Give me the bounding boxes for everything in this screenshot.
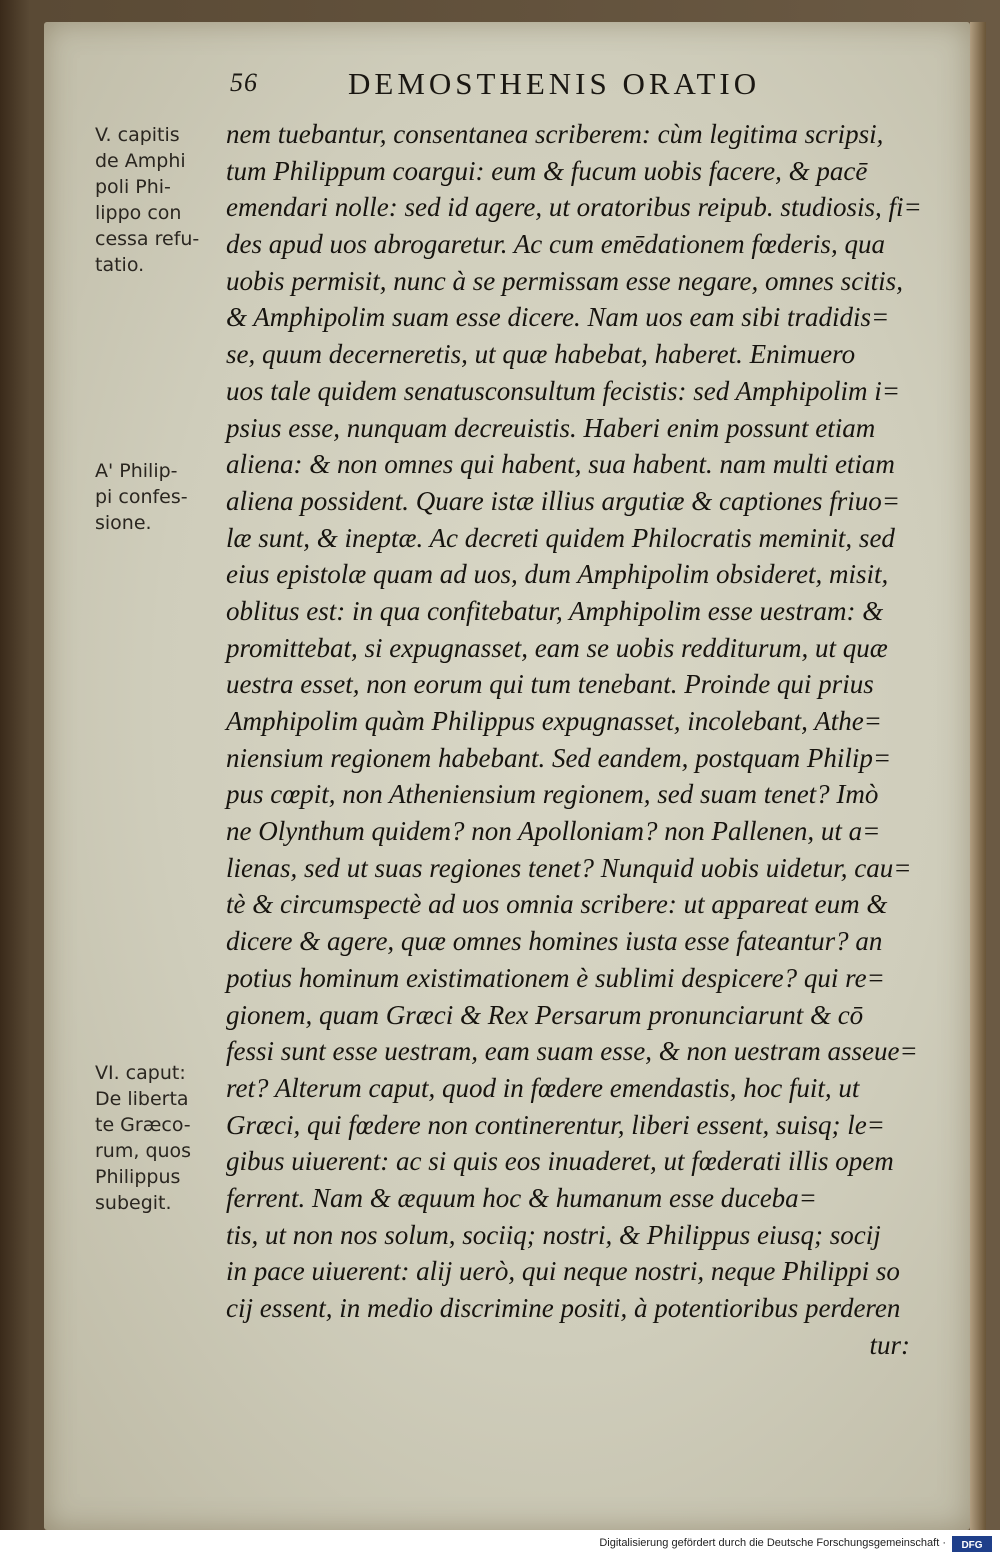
main-text (226, 116, 936, 1363)
margin-note-line: A' Philip- (95, 460, 178, 482)
text-line: ne Olynthum quidem? non Apolloniam? non Pallenen, ut a= (226, 816, 881, 847)
margin-note-line: rum, quos (95, 1140, 192, 1162)
margin-note-line: te Græco- (95, 1114, 191, 1136)
margin-note-line: tatio. (95, 254, 145, 276)
margin-note-line: de Amphi (95, 150, 186, 172)
margin-note-line: poli Phi- (95, 176, 171, 198)
margin-note-line: sione. (95, 512, 152, 534)
text-line: ret? Alterum caput, quod in fœdere emendastis, hoc fuit, ut (226, 1072, 860, 1103)
margin-note-line: V. capitis (95, 124, 180, 146)
text-line: tis, ut non nos solum, sociiq; nostri, & Philippus eiusq; socij (226, 1219, 881, 1250)
text-line: potius hominum existimationem è sublimi despicere? qui re= (226, 962, 885, 993)
text-line: pus cœpit, non Atheniensium regionem, sed suam tenet? Imò (226, 779, 879, 810)
page-header (230, 64, 930, 108)
text-line: fessi sunt esse uestram, eam suam esse, & non uestram asseue= (226, 1036, 918, 1067)
text-line: uestra esset, non eorum qui tum tenebant. Proinde qui prius (226, 669, 874, 700)
text-line: lienas, sed ut suas regiones tenet? Nunquid uobis uidetur, cau= (226, 852, 912, 883)
margin-note-line: subegit. (95, 1192, 172, 1214)
text-line: oblitus est: in qua confitebatur, Amphipolim esse uestram: & (226, 595, 884, 626)
text-line: tur: (869, 1329, 910, 1360)
text-line: promittebat, si expugnasset, eam se uobis redditurum, ut quæ (226, 632, 888, 663)
funding-notice: Digitalisierung gefördert durch die Deutsche Forschungsgemeinschaft · (599, 1537, 946, 1549)
text-line: uos tale quidem senatusconsultum fecistis: sed Amphipolim i= (226, 375, 900, 406)
margin-note-line: lippo con (95, 202, 182, 224)
text-line: læ sunt, & ineptæ. Ac decreti quidem Philocratis meminit, sed (226, 522, 895, 553)
text-line: emendari nolle: sed id agere, ut oratoribus reipub. studiosis, fi= (226, 192, 922, 223)
margin-note-line: VI. caput: (95, 1062, 186, 1084)
text-line: tum Philippum coargui: eum & fucum uobis facere, & pacē (226, 155, 868, 186)
text-line: in pace uiuerent: alij uerò, qui neque nostri, neque Philippi so (226, 1256, 900, 1287)
running-title: DEMOSTHENIS ORATIO (348, 66, 761, 101)
text-line: ferrent. Nam & æquum hoc & humanum esse duceba= (226, 1182, 817, 1213)
margin-note-line: pi confes- (95, 486, 188, 508)
text-line: des apud uos abrogaretur. Ac cum emēdationem fœderis, qua (226, 229, 885, 260)
page-number: 56 (230, 68, 258, 97)
text-line: eius epistolæ quam ad uos, dum Amphipolim obsideret, misit, (226, 559, 889, 590)
text-line: psius esse, nunquam decreuistis. Haberi enim possunt etiam (226, 412, 876, 443)
text-line: dicere & agere, quæ omnes homines iusta esse fateantur? an (226, 926, 883, 957)
footer-bar (0, 1530, 1000, 1558)
text-line: tè & circumspectè ad uos omnia scribere: ut appareat eum & (226, 889, 888, 920)
text-line: niensium regionem habebant. Sed eandem, postquam Philip= (226, 742, 892, 773)
margin-note-line: Philippus (95, 1166, 181, 1188)
dfg-logo-text: DFG (961, 1540, 983, 1551)
text-line: se, quum decerneretis, ut quæ habebat, haberet. Enimuero (226, 339, 856, 370)
text-line: & Amphipolim suam esse dicere. Nam uos eam sibi tradidis= (226, 302, 890, 333)
text-line: nem tuebantur, consentanea scriberem: cùm legitima scripsi, (226, 119, 884, 149)
text-line: cij essent, in medio discrimine positi, à potentioribus perderen (226, 1293, 901, 1323)
dfg-logo-icon (952, 1536, 992, 1552)
text-line: gibus uiuerent: ac si quis eos inuaderet, ut fœderati illis opem (226, 1146, 894, 1177)
page-edge (970, 22, 986, 1530)
text-line: Græci, qui fœdere non continerentur, liberi essent, suisq; le= (226, 1109, 885, 1140)
text-line: uobis permisit, nunc à se permissam esse negare, omnes scitis, (226, 265, 903, 296)
text-line: aliena: & non omnes qui habent, sua habent. nam multi etiam (226, 449, 895, 480)
text-line: gionem, quam Græci & Rex Persarum pronunciarunt & cō (226, 999, 864, 1030)
text-line: aliena possident. Quare istæ illius argutiæ & captiones friuo= (226, 485, 900, 516)
margin-note-line: cessa refu- (95, 228, 200, 250)
text-line: Amphipolim quàm Philippus expugnasset, incolebant, Athe= (226, 706, 882, 736)
margin-note-line: De liberta (95, 1088, 189, 1110)
